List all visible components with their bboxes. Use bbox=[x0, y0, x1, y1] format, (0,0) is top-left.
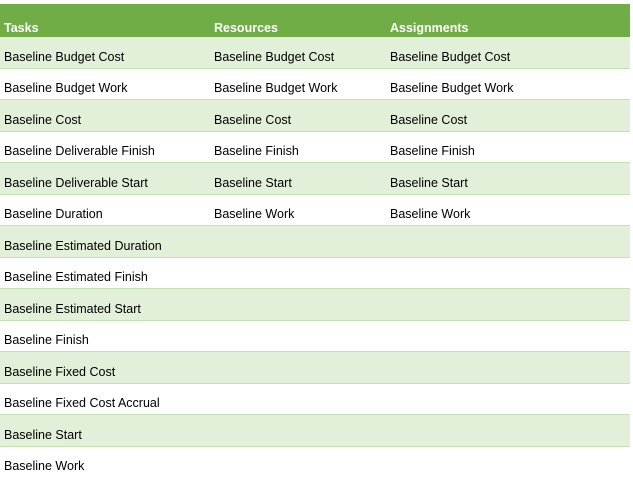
table-row bbox=[0, 100, 630, 132]
cell-resources: Baseline Budget Work bbox=[214, 81, 338, 95]
cell-assignments: Baseline Work bbox=[390, 207, 471, 221]
table-row bbox=[0, 289, 630, 321]
cell-tasks: Baseline Budget Work bbox=[4, 81, 128, 95]
table-row bbox=[0, 69, 630, 101]
cell-tasks: Baseline Cost bbox=[4, 112, 82, 127]
cell-resources: Baseline Work bbox=[214, 207, 295, 221]
table-row bbox=[0, 415, 630, 447]
table-row bbox=[0, 384, 630, 416]
cell-tasks: Baseline Fixed Cost Accrual bbox=[4, 396, 160, 410]
cell-tasks: Baseline Estimated Finish bbox=[4, 270, 148, 284]
table-header-row bbox=[0, 4, 630, 37]
header-assignments: Assignments bbox=[390, 21, 469, 35]
table-row bbox=[0, 226, 630, 258]
cell-assignments: Baseline Finish bbox=[390, 144, 475, 158]
table-body bbox=[0, 37, 630, 477]
cell-tasks: Baseline Finish bbox=[4, 333, 89, 347]
cell-tasks: Baseline Start bbox=[4, 427, 82, 442]
cell-assignments: Baseline Budget Work bbox=[390, 81, 514, 95]
header-resources: Resources bbox=[214, 21, 278, 35]
cell-assignments: Baseline Start bbox=[390, 175, 468, 190]
cell-resources: Baseline Finish bbox=[214, 144, 299, 158]
cell-assignments: Baseline Budget Cost bbox=[390, 49, 511, 64]
cell-tasks: Baseline Deliverable Start bbox=[4, 175, 148, 190]
table-row bbox=[0, 321, 630, 353]
cell-tasks: Baseline Work bbox=[4, 459, 85, 473]
table-row bbox=[0, 447, 630, 477]
cell-tasks: Baseline Duration bbox=[4, 207, 103, 221]
table-row bbox=[0, 258, 630, 290]
table-row bbox=[0, 163, 630, 195]
cell-resources: Baseline Cost bbox=[214, 112, 292, 127]
cell-tasks: Baseline Estimated Start bbox=[4, 301, 141, 316]
table-row bbox=[0, 37, 630, 69]
cell-tasks: Baseline Estimated Duration bbox=[4, 238, 162, 253]
table-row bbox=[0, 352, 630, 384]
table-row bbox=[0, 132, 630, 164]
cell-tasks: Baseline Fixed Cost bbox=[4, 364, 116, 379]
cell-assignments: Baseline Cost bbox=[390, 112, 468, 127]
cell-tasks: Baseline Budget Cost bbox=[4, 49, 125, 64]
header-tasks: Tasks bbox=[4, 21, 39, 35]
table-row bbox=[0, 195, 630, 227]
cell-resources: Baseline Start bbox=[214, 175, 292, 190]
cell-resources: Baseline Budget Cost bbox=[214, 49, 335, 64]
cell-tasks: Baseline Deliverable Finish bbox=[4, 144, 155, 158]
